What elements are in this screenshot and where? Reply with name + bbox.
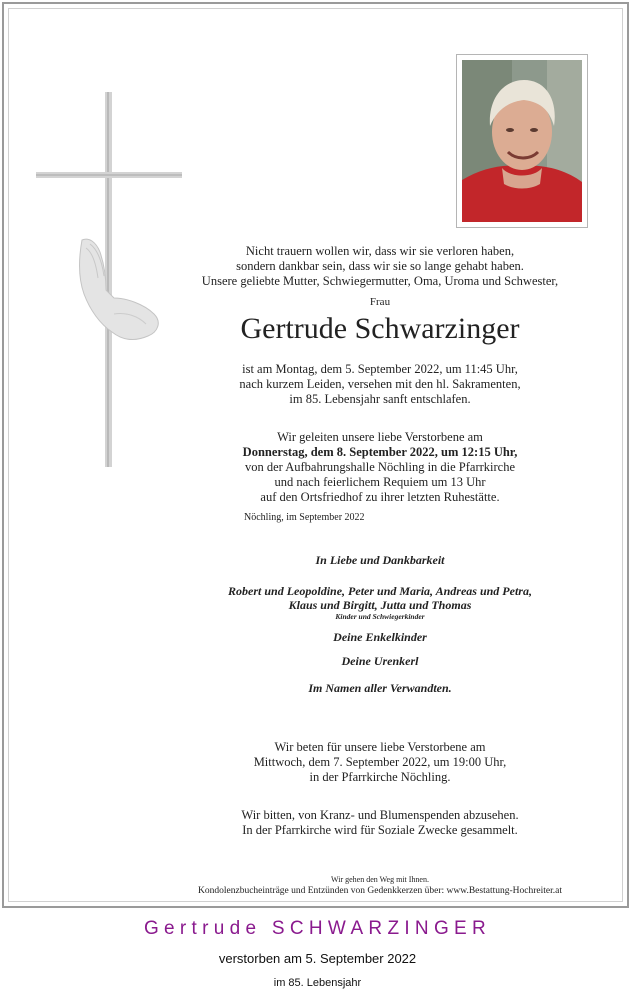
funeral-date: Donnerstag, dem 8. September 2022, um 12:15 Uhr, [242, 445, 518, 459]
prayer-line: Mittwoch, dem 7. September 2022, um 19:00 Uhr, [253, 755, 507, 769]
relatives: Im Namen aller Verwandten. [308, 681, 452, 695]
footer-small-line: Wir gehen den Weg mit Ihnen. [331, 875, 429, 884]
great-grandchildren: Deine Urenkerl [341, 654, 419, 668]
children-list [190, 584, 570, 612]
prayer-line: Wir beten für unsere liebe Verstorbene am [274, 740, 486, 754]
death-line: nach kurzem Leiden, versehen mit den hl. Sakramenten, [239, 377, 521, 391]
children-line: Robert und Leopoldine, Peter und Maria, Andreas und Petra, [228, 584, 532, 598]
prayer-notice [190, 740, 570, 785]
children-line: Klaus und Birgitt, Jutta und Thomas [288, 598, 472, 612]
flowers-line: Wir bitten, von Kranz- und Blumenspenden abzusehen. [241, 808, 519, 822]
condolence-info: Kondolenzbucheinträge und Entzünden von Gedenkkerzen über: www.Bestattung-Hochreiter.at [198, 886, 562, 896]
funeral-line: und nach feierlichem Requiem um 13 Uhr [274, 475, 486, 489]
funeral-line: auf den Ortsfriedhof zu ihrer letzten Ruhestätte. [260, 490, 500, 504]
portrait-photo [462, 60, 582, 222]
cross-praying-hands-icon [34, 92, 184, 467]
salutation: Frau [369, 296, 391, 308]
death-line: ist am Montag, dem 5. September 2022, um 11:45 Uhr, [242, 362, 518, 376]
footer-died: verstorben am 5. September 2022 [218, 951, 417, 966]
funeral-line: Wir geleiten unsere liebe Verstorbene am [277, 430, 483, 444]
grandchildren: Deine Enkelkinder [333, 630, 427, 644]
mourners-heading: In Liebe und Dankbarkeit [315, 553, 445, 567]
flowers-notice [190, 808, 570, 838]
intro-line: Unsere geliebte Mutter, Schwiegermutter, Oma, Uroma und Schwester, [201, 274, 559, 288]
prayer-line: in der Pfarrkirche Nöchling. [309, 770, 451, 784]
funeral-line: von der Aufbahrungshalle Nöchling in die Pfarrkirche [244, 460, 516, 474]
funeral-details [190, 430, 570, 505]
death-line: im 85. Lebensjahr sanft entschlafen. [289, 392, 471, 406]
flowers-line: In der Pfarrkirche wird für Soziale Zwecke gesammelt. [242, 823, 518, 837]
intro-line: Nicht trauern wollen wir, dass wir sie verloren haben, [245, 244, 515, 258]
portrait-photo-icon [462, 60, 582, 222]
portrait-photo-frame [456, 54, 588, 228]
deceased-name: Gertrude Schwarzinger [240, 312, 520, 345]
intro-verse [190, 244, 570, 289]
intro-line: sondern dankbar sein, dass wir sie so lange gehabt haben. [236, 259, 524, 273]
place-date: Nöchling, im September 2022 [244, 512, 365, 523]
footer-age: im 85. Lebensjahr [273, 977, 362, 989]
children-caption: Kinder und Schwiegerkinder [335, 612, 425, 621]
footer-title: Gertrude SCHWARZINGER [143, 918, 492, 939]
death-announcement [190, 362, 570, 407]
